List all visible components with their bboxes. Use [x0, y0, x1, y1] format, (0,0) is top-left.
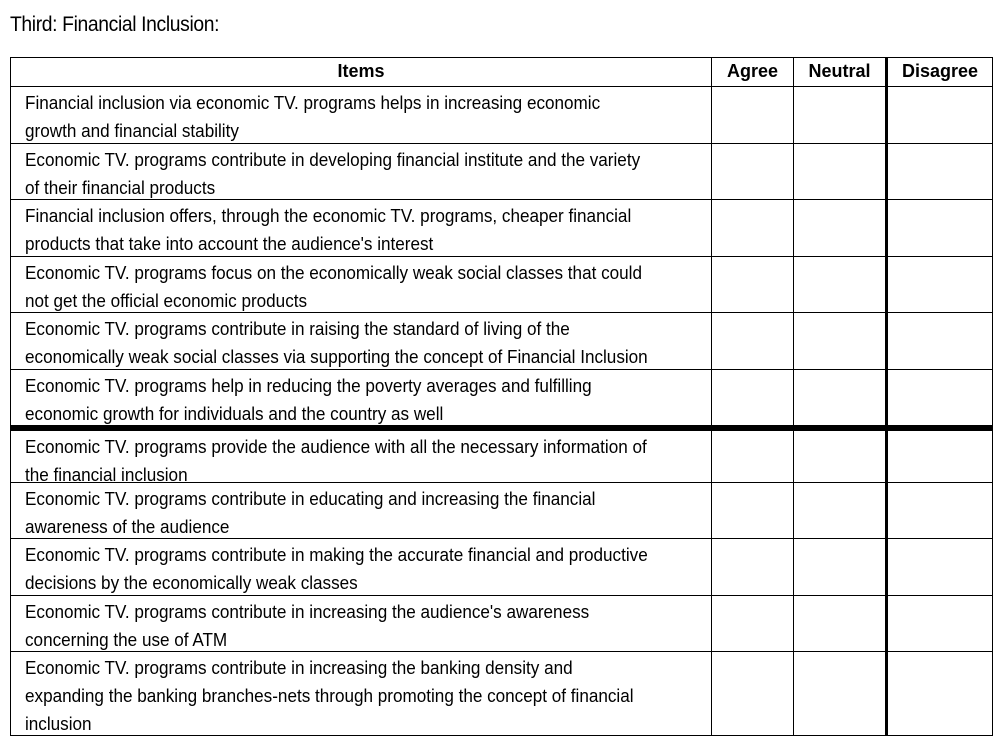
neutral-cell[interactable] [793, 144, 885, 200]
table-row [11, 369, 992, 426]
neutral-cell[interactable] [793, 370, 885, 426]
neutral-cell[interactable] [793, 87, 885, 143]
agree-cell[interactable] [711, 200, 793, 256]
header-disagree: Disagree [885, 58, 992, 86]
header-items: Items [337, 61, 385, 81]
disagree-cell[interactable] [885, 652, 992, 735]
agree-cell[interactable] [711, 431, 793, 482]
agree-cell[interactable] [711, 483, 793, 539]
disagree-cell[interactable] [885, 596, 992, 652]
neutral-cell[interactable] [793, 596, 885, 652]
neutral-cell[interactable] [793, 200, 885, 256]
item-text: Financial inclusion via economic TV. programs helps in increasing economic growth and financial stability [25, 92, 601, 141]
item-text: Economic TV. programs contribute in making the accurate financial and productive decisions by the economically weak classes [25, 544, 648, 593]
neutral-cell[interactable] [793, 257, 885, 313]
item-text: Economic TV. programs contribute in raising the standard of living of the economically weak social classes via supporting the concept of Financial Inclusion [25, 318, 648, 367]
table-row [11, 312, 992, 369]
item-text: Financial inclusion offers, through the economic TV. programs, cheaper financial products that take into account the audience's interest [25, 205, 632, 254]
table-header-row [11, 58, 992, 86]
header-agree: Agree [711, 58, 793, 86]
neutral-cell[interactable] [793, 652, 885, 735]
table-row [11, 651, 992, 735]
table-row [11, 143, 992, 200]
agree-cell[interactable] [711, 652, 793, 735]
item-text: Economic TV. programs contribute in developing financial institute and the variety of their financial products [25, 148, 641, 198]
neutral-cell[interactable] [793, 483, 885, 539]
neutral-cell[interactable] [793, 313, 885, 369]
item-text: Economic TV. programs contribute in increasing the audience's awareness concerning the use of ATM [25, 600, 590, 650]
header-neutral: Neutral [793, 58, 885, 86]
item-text: Economic TV. programs focus on the economically weak social classes that could not get the official economic products [25, 261, 642, 311]
table-row [11, 199, 992, 256]
item-text: Economic TV. programs provide the audience with all the necessary information of the financial inclusion [25, 436, 647, 485]
agree-cell[interactable] [711, 370, 793, 426]
table-row [11, 425, 992, 485]
table-row [11, 482, 992, 539]
neutral-cell[interactable] [793, 431, 885, 482]
item-text: Economic TV. programs contribute in increasing the banking density and expanding the banking branches-nets through promoting the concept of financial inclusion [25, 657, 634, 734]
agree-cell[interactable] [711, 87, 793, 143]
table-row [11, 595, 992, 652]
disagree-cell[interactable] [885, 483, 992, 539]
survey-table [10, 57, 993, 736]
table-row [11, 86, 992, 143]
disagree-cell[interactable] [885, 87, 992, 143]
agree-cell[interactable] [711, 539, 793, 595]
agree-cell[interactable] [711, 313, 793, 369]
disagree-cell[interactable] [885, 431, 992, 482]
section-heading: Third: Financial Inclusion: [10, 13, 220, 36]
disagree-cell[interactable] [885, 313, 992, 369]
agree-cell[interactable] [711, 144, 793, 200]
agree-cell[interactable] [711, 257, 793, 313]
item-text: Economic TV. programs help in reducing the poverty averages and fulfilling economic growth for individuals and the country as well [25, 374, 592, 424]
disagree-cell[interactable] [885, 144, 992, 200]
table-row [11, 538, 992, 595]
disagree-cell[interactable] [885, 257, 992, 313]
neutral-cell[interactable] [793, 539, 885, 595]
item-text: Economic TV. programs contribute in educating and increasing the financial awareness of the audience [25, 487, 596, 537]
disagree-cell[interactable] [885, 539, 992, 595]
table-row [11, 256, 992, 313]
agree-cell[interactable] [711, 596, 793, 652]
disagree-cell[interactable] [885, 200, 992, 256]
disagree-cell[interactable] [885, 370, 992, 426]
